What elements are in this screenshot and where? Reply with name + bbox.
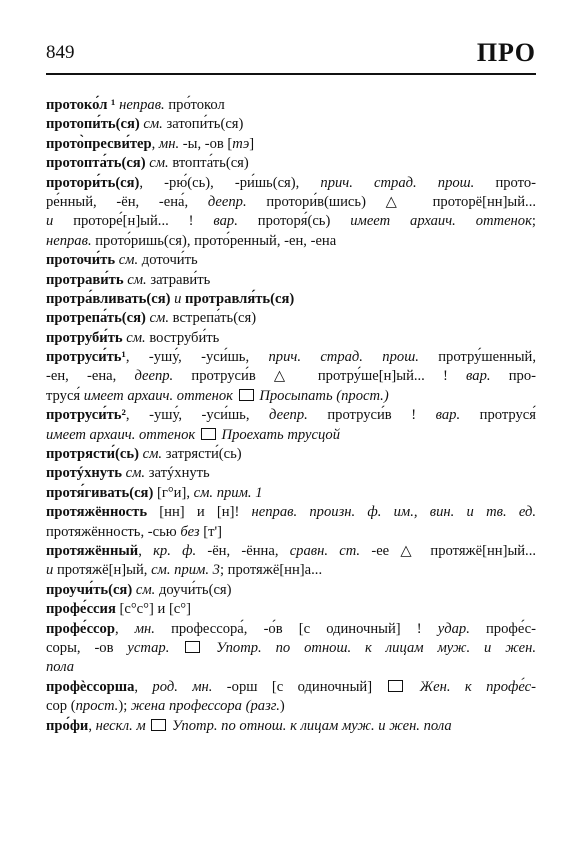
entry-line [46,387,536,406]
label-italic: прост. [75,698,119,715]
label-italic: см. [125,465,146,482]
label-italic: см. [126,329,146,346]
box-symbol-icon [201,428,216,440]
entry-text: , -ушу́, -уси́шь, [125,349,269,366]
label-italic: вар. [435,407,461,424]
entry-text: воструби́ть [145,329,220,346]
entry-text: , -рю́(сь), -ри́шь(ся), [139,174,321,191]
entry-text: соры, -ов [46,639,128,656]
entry-line [46,542,536,561]
headword: протя́гивать(ся) [46,484,157,501]
label-italic: см. [142,446,163,463]
entry-text: [с°с°] и [с°] [119,601,191,618]
label-italic: см. прим. 1 [193,484,263,501]
label-italic: деепр. [207,193,247,210]
label-italic: вар. [213,213,238,230]
entry-text: , [114,620,135,637]
entry-line [46,426,536,445]
label-italic: см. [135,581,156,598]
label-italic: мн. [134,620,155,637]
entry-line [46,464,536,483]
entry-text: -ее △ протяжё[нн]ый... [360,542,537,559]
entry-text: [нн] и [н]! [159,504,252,521]
label-italic: см. [149,155,169,172]
entry-text: ] [249,135,255,152]
entry-line [46,658,536,677]
entry-line [46,367,536,386]
entry-text: [г°и], [156,484,194,501]
entry-text: проторе́[н]ый... ! [53,213,214,230]
headword: протруси́ть² [46,407,126,424]
entry-text: затрясти́(сь) [162,446,242,463]
label-italic: удар. [437,620,470,637]
label-italic: см. [143,116,163,133]
entry-line [46,309,536,328]
label-italic: вар. [466,368,491,385]
entry-text: , [88,717,96,734]
entry-line [46,193,536,212]
label-italic: Жен. к профе́с- [405,678,536,695]
entry-text: про́токол [164,97,225,113]
box-symbol-icon [239,389,254,401]
label-italic: сравн. ст. [289,542,361,559]
dictionary-entries [46,96,536,736]
entry-text: профе́с- [469,620,537,637]
entry-text: [т'] [199,523,223,540]
entry-line [46,581,536,600]
entry-line [46,212,536,231]
entry-line [46,678,536,697]
entry-line [46,271,536,290]
entry-line [46,600,536,619]
label-italic: неправ. [119,97,165,113]
entry-text: протруси́в ! [307,407,436,424]
entry-text: доучи́ть(ся) [155,581,232,598]
label-italic: устар. [127,639,184,656]
label-italic: прич. страд. прош. [268,349,419,366]
entry-text: ; протяжё[нн]а... [219,562,323,579]
label-italic: имеет архаич. оттенок [83,387,237,404]
headword: прото̀пресви́тер [46,135,152,152]
label-italic: пола [46,659,75,676]
headword: протруби́ть [46,329,127,346]
entry-text: -ён, -ённа, [196,542,290,559]
headword: протрепа́ть(ся) [46,310,150,327]
entry-text: ); [118,698,131,715]
headword: профе́ссия [46,601,120,618]
entry-text: протруся́ [460,407,536,424]
entry-line [46,251,536,270]
entry-line [46,154,536,173]
headword: протрави́ть [46,271,128,288]
entry-text: ре́нный, -ён, -ена́, [46,193,208,210]
label-italic: см. прим. 3 [151,562,220,579]
entry-line [46,561,536,580]
headword: протруси́ть¹ [46,349,126,366]
entry-line [46,523,536,542]
headword: протяжённый [46,542,139,559]
entry-text: -ы, -ов [ [179,135,233,152]
entry-line [46,174,536,193]
box-symbol-icon [151,719,166,731]
label-italic: имеет архаич. оттенок [46,426,199,443]
entry-text: затýхнуть [145,465,210,482]
label-italic: прич. страд. прош. [320,174,475,191]
entry-text: протяжённость, -сью [46,523,181,540]
entry-line [46,329,536,348]
entry-text: доточи́ть [138,252,198,269]
label-italic: деепр. [134,368,174,385]
entry-text: , [151,135,159,152]
entry-text: втопта́ть(ся) [168,155,249,172]
entry-text: ; [531,213,536,230]
label-italic: см. [149,310,169,327]
label-italic: мн. [158,135,180,152]
entry-text: протяжё[н]ый, [53,562,152,579]
label-italic: Употр. по отнош. к лицам муж. и жен. [202,639,537,656]
entry-text: , [134,678,153,695]
entry-line [46,717,536,736]
entry-line [46,503,536,522]
label-italic: жена профессора ( [130,698,251,715]
entry-text: проторя́(сь) [237,213,351,230]
headword: протопта́ть(ся) [46,155,150,172]
headword: протяжённость [46,504,160,521]
label-italic: без [180,523,200,540]
label-italic: род. мн. [152,678,213,695]
entry-line [46,96,536,115]
entry-text: про- [490,368,536,385]
entry-line [46,620,536,639]
entry-text: сор ( [46,698,76,715]
entry-text: ) [279,698,285,715]
label-italic: и [46,562,54,579]
entry-text: затопи́ть(ся) [162,116,244,133]
entry-text: встрепа́ть(ся) [168,310,257,327]
entry-line [46,348,536,367]
entry-line [46,697,536,716]
entry-text: протру́шенный, [418,349,536,366]
headword: протоко́л ¹ [46,97,120,113]
entry-text: -ен, -ена, [46,368,135,385]
entry-text: труся́ [46,387,84,404]
entry-text: , [138,542,154,559]
label-italic: Употр. по отнош. к лицам муж. и жен. пола [168,717,452,734]
label-italic: неправ. [46,232,92,249]
label-italic: см. [118,252,139,269]
entry-text: профессора́, -о́в [с одиночный] ! [154,620,438,637]
headword: протрясти́(сь) [46,446,143,463]
label-italic: имеет архаич. оттенок [350,213,532,230]
headword: протра́вливать(ся) [46,290,175,307]
entry-text: прото́ришь(ся), прото́ренный, -ен, -ена [91,232,337,249]
headword: протýхнуть [46,465,126,482]
box-symbol-icon [388,680,403,692]
label-italic: тэ [232,135,250,152]
entry-text: , -ушу́, -уси́шь, [125,407,270,424]
entry-line [46,135,536,154]
headword: протопи́ть(ся) [46,116,144,133]
label-italic: Просыпать (прост.) [255,387,389,404]
entry-line [46,290,536,309]
headword: проучи́ть(ся) [46,581,136,598]
headword: проточи́ть [46,252,119,269]
entry-line [46,484,536,503]
label-italic: и [174,290,182,307]
headword: протори́ть(ся) [46,174,140,191]
entry-text: затрави́ть [146,271,211,288]
label-italic: деепр. [269,407,308,424]
headword: про́фи [46,717,89,734]
label-italic: см. [127,271,147,288]
label-italic: нескл. м [95,717,150,734]
label-italic: кр. ф. [153,542,197,559]
label-italic: и [46,213,54,230]
label-italic: неправ. произн. ф. им., вин. и тв. ед. [251,504,536,521]
entry-line [46,232,536,251]
label-italic: Проехать трусцой [217,426,341,443]
running-head: ПРО [476,38,536,67]
entry-line [46,115,536,134]
headword: профѐссорша [46,678,135,695]
page-header [46,40,536,74]
entry-line [46,406,536,425]
entry-line [46,445,536,464]
header-rule [46,73,536,75]
page-number: 849 [46,42,75,63]
entry-line [46,639,536,658]
entry-text: протори́в(шись) △ проторё[нн]ый... [246,193,536,210]
entry-text: прото- [474,174,536,191]
box-symbol-icon [185,641,200,653]
entry-text: -орш [с одиночный] [212,678,387,695]
entry-text: протруси́в △ протру́ше[н]ый... ! [173,368,467,385]
headword: профе́ссор [46,620,115,637]
label-italic: разг. [250,698,280,715]
headword: протравля́ть(ся) [181,290,295,307]
